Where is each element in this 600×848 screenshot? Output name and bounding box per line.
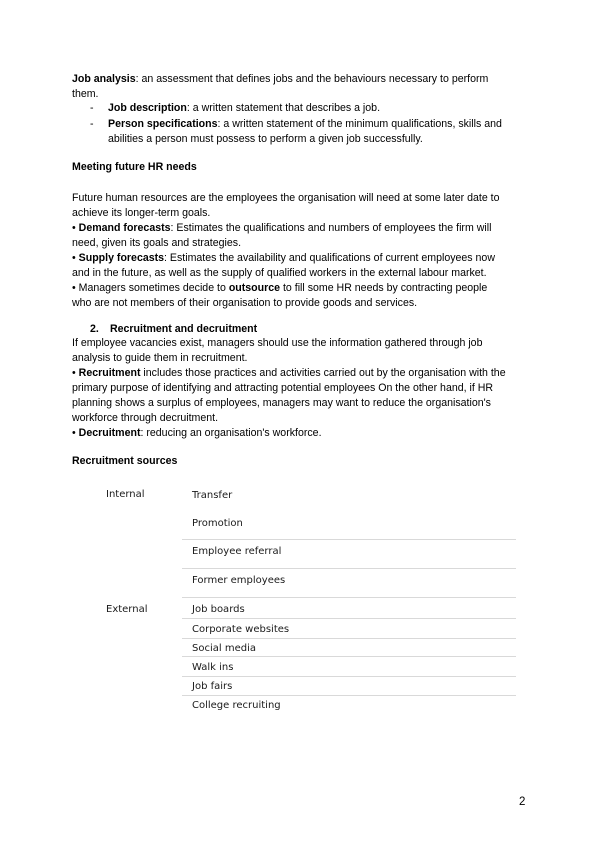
person-specifications-term: Person specifications (108, 118, 218, 130)
job-analysis-term: Job analysis (72, 73, 136, 85)
outsource-line: • Managers sometimes decide to outsource to fill some HR needs by contracting people (72, 282, 488, 294)
meeting-body: Future human resources are the employees the organisation will need at some later date to achieve its longer-term goals. • Demand forecasts: Estimates the qualifications and numbers of employees the firm will need, given its goals and strategies. • Supply forecasts: Estimates the availability and qualifications of current employees now and in the future, as well as the supply of qualified workers in the external labour market. • Managers sometimes decide to outsource to fill some HR needs by contracting people who are not members of their organisation to provide goods and services. (72, 191, 530, 311)
table-row: Transfer (192, 490, 233, 501)
row-divider (182, 695, 516, 696)
page-number: 2 (519, 796, 526, 808)
sources-heading: Recruitment sources (72, 455, 178, 467)
supply-forecasts-line: • Supply forecasts: Estimates the availability and qualifications of current employees now (72, 252, 495, 264)
recruitment-sources-table (100, 482, 516, 716)
table-row: Promotion (192, 518, 243, 529)
table-row: Job boards (192, 604, 245, 615)
row-divider (182, 597, 516, 598)
recruitment-heading: 2. Recruitment and decruitment (90, 323, 258, 335)
table-row: College recruiting (192, 700, 281, 711)
table-row: Walk ins (192, 662, 234, 673)
table-row: Employee referral (192, 546, 282, 557)
internal-label: Internal (106, 489, 145, 500)
list-item: - Person specifications: a written statement of the minimum qualifications, skills and abilities a person must possess to perform a given job successfully. (90, 118, 502, 145)
row-divider (182, 638, 516, 639)
row-divider (182, 618, 516, 619)
table-row: Former employees (192, 575, 286, 586)
row-divider (182, 539, 516, 540)
row-divider (182, 676, 516, 677)
row-divider (182, 656, 516, 657)
list-item: - Job description: a written statement that describes a job. (90, 102, 381, 114)
job-analysis-sublist (90, 101, 530, 147)
job-analysis-line2: them. (72, 88, 99, 100)
external-label: External (106, 604, 148, 615)
job-analysis-line1: Job analysis: an assessment that defines jobs and the behaviours necessary to perform (72, 73, 489, 85)
job-description-term: Job description (108, 102, 187, 114)
table-row: Job fairs (192, 681, 233, 692)
recruitment-body: If employee vacancies exist, managers should use the information gathered through job analysis to guide them in recruitment. • Recruitment includes those practices and activities carried out by the organisation with the primary purpose of identifying and attracting potential employees On the other hand, if HR planning shows a surplus of employees, managers may want to reduce the organisation's workforce through decruitment. • Decruitment: reducing an organisation's workforce. (72, 336, 530, 441)
row-divider (182, 568, 516, 569)
decruitment-def-line: • Decruitment: reducing an organisation's workforce. (72, 427, 322, 439)
demand-forecasts-line: • Demand forecasts: Estimates the qualifications and numbers of employees the firm will (72, 222, 492, 234)
table-row: Corporate websites (192, 624, 290, 635)
recruitment-def-line: • Recruitment includes those practices and activities carried out by the organisation with the (72, 367, 506, 379)
table-row: Social media (192, 643, 256, 654)
meeting-heading: Meeting future HR needs (72, 161, 197, 173)
